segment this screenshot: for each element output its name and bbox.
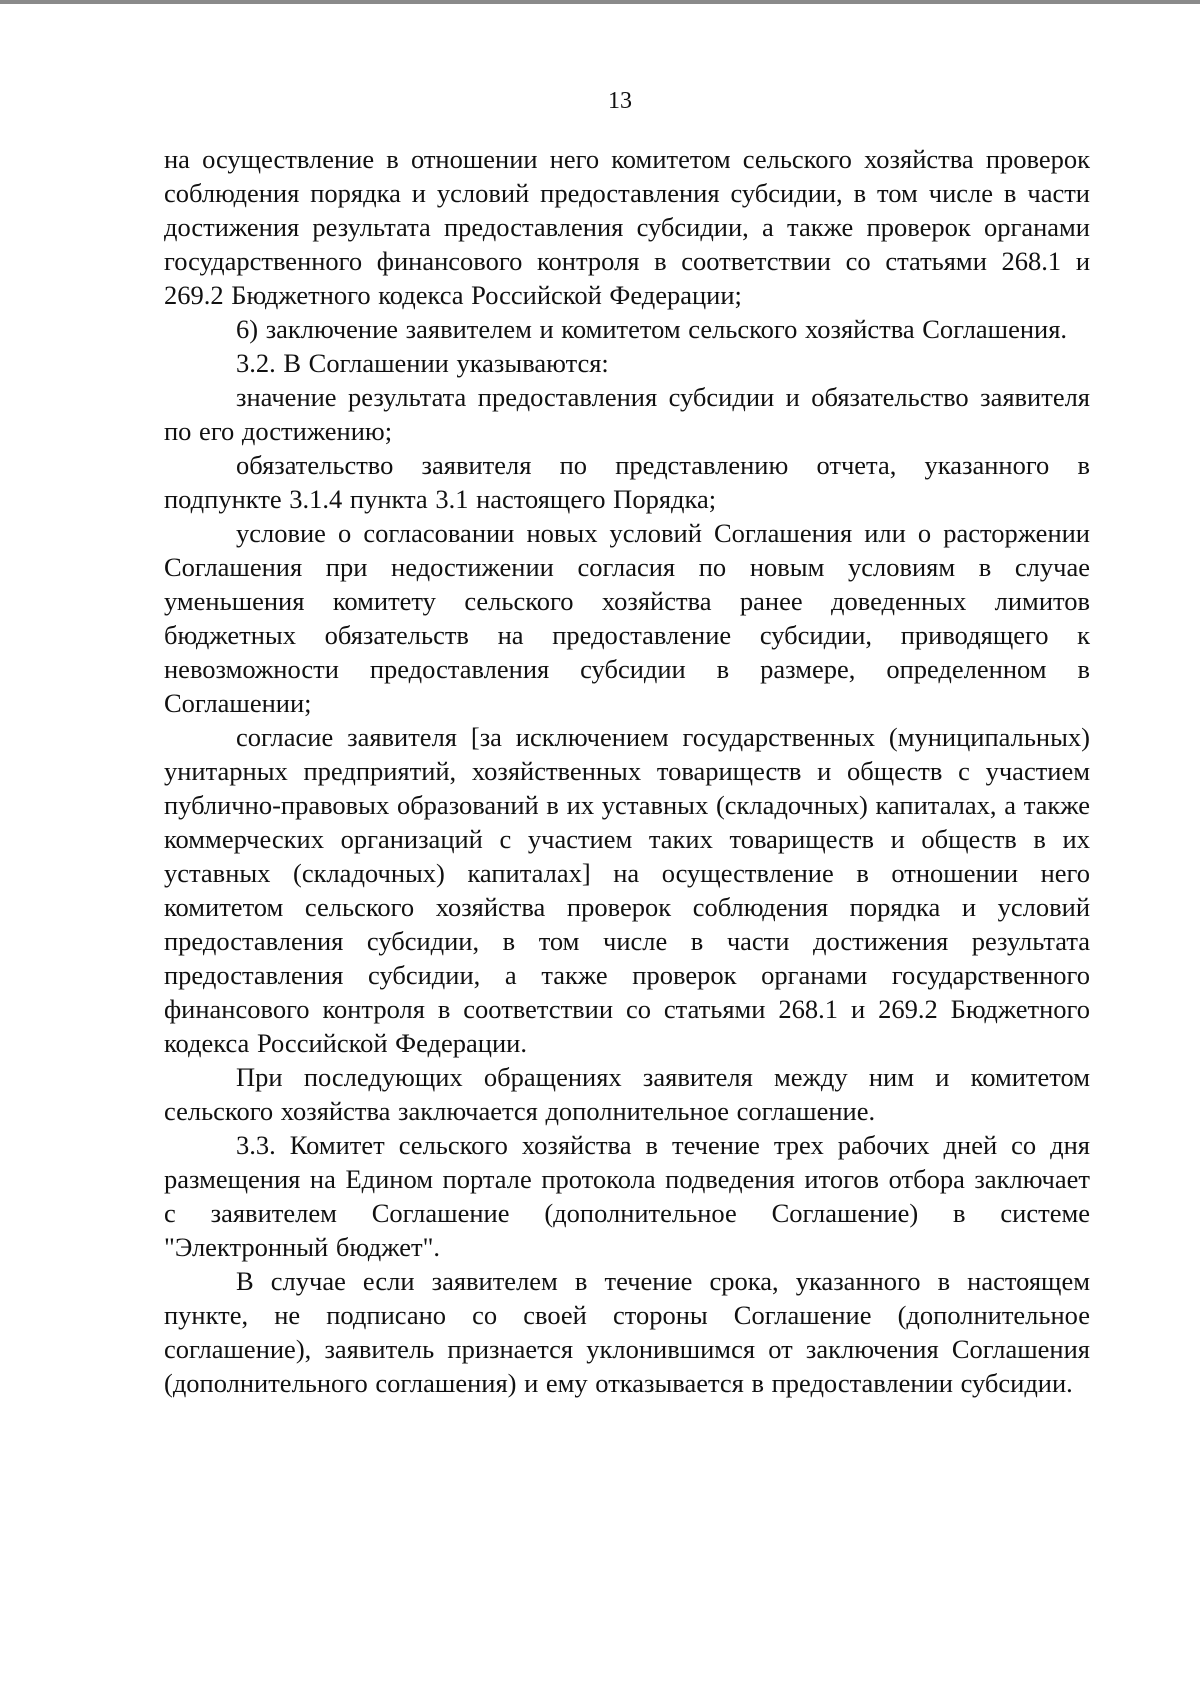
paragraph-consent: согласие заявителя [за исключением государственных (муниципальных) унитарных предприятий, хозяйственных товариществ и обществ с участием публично-правовых образований в их уставных (складочных) капиталах, а также коммерческих организаций с участием таких товариществ и обществ в их уставных (складочных) капиталах] на осуществление в отношении него комитетом сельского хозяйства проверок соблюдения порядка и условий предоставления субсидии, в том числе в части достижения результата предоставления субсидии, а также проверок органами государственного финансового контроля в соответствии со статьями 268.1 и 269.2 Бюджетного кодекса Российской Федерации.	[164, 722, 1090, 1058]
paragraph-report-obligation: обязательство заявителя по представлению отчета, указанного в подпункте 3.1.4 пункта 3.1 настоящего Порядка;	[164, 450, 1090, 514]
paragraph-new-conditions: условие о согласовании новых условий Соглашения или о расторжении Соглашения при недостижении согласия по новым условиям в случае уменьшения комитету сельского хозяйства ранее доведенных лимитов бюджетных обязательств на предоставление субсидии, приводящего к невозможности предоставления субсидии в размере, определенном в Соглашении;	[164, 518, 1090, 718]
paragraph-section-3-2: 3.2. В Соглашении указываются:	[236, 348, 609, 378]
document-body	[164, 142, 1090, 1400]
paragraph-additional-agreement: При последующих обращениях заявителя между ним и комитетом сельского хозяйства заключается дополнительное соглашение.	[164, 1062, 1090, 1126]
paragraph-result-value: значение результата предоставления субсидии и обязательство заявителя по его достижению;	[164, 382, 1090, 446]
paragraph-consent-continuation: на осуществление в отношении него комитетом сельского хозяйства проверок соблюдения порядка и условий предоставления субсидии, в том числе в части достижения результата предоставления субсидии, а также проверок органами государственного финансового контроля в соответствии со статьями 268.1 и 269.2 Бюджетного кодекса Российской Федерации;	[164, 144, 1090, 310]
scan-top-edge	[0, 0, 1200, 4]
page-number: 13	[608, 88, 632, 114]
paragraph-refusal: В случае если заявителем в течение срока, указанного в настоящем пункте, не подписано со своей стороны Соглашение (дополнительное соглашение), заявитель признается уклонившимся от заключения Соглашения (дополнительного соглашения) и ему отказывается в предоставлении субсидии.	[164, 1266, 1090, 1398]
paragraph-section-3-3: 3.3. Комитет сельского хозяйства в течение трех рабочих дней со дня размещения на Едином портале протокола подведения итогов отбора заключает с заявителем Соглашение (дополнительное Соглашение) в системе "Электронный бюджет".	[164, 1130, 1090, 1262]
paragraph-item-6: 6) заключение заявителем и комитетом сельского хозяйства Соглашения.	[236, 314, 1068, 344]
